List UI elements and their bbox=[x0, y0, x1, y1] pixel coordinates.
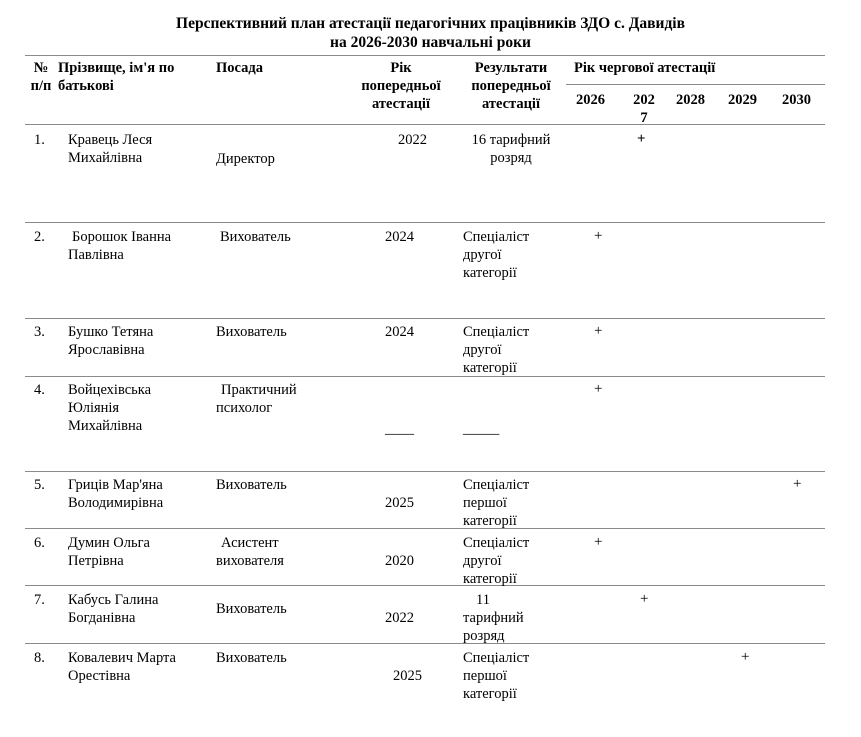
row-num: 7. bbox=[34, 592, 45, 608]
row-rule-6 bbox=[25, 585, 825, 586]
row-rule-1 bbox=[25, 222, 825, 223]
row-prev-year: 2024 bbox=[385, 229, 414, 245]
row-mark-2029: + bbox=[741, 649, 750, 665]
header-year-2026: 2026 bbox=[576, 92, 605, 108]
row-position: Вихователь bbox=[220, 229, 291, 245]
row-name: Кравець Леся Михайлівна bbox=[68, 132, 153, 166]
row-prev-year: 2025 bbox=[393, 668, 422, 684]
row-num: 2. bbox=[34, 229, 45, 245]
row-num: 3. bbox=[34, 324, 45, 340]
row-num: 5. bbox=[34, 477, 45, 493]
row-mark-2026: + bbox=[594, 228, 603, 244]
header-year-2030: 2030 bbox=[782, 92, 811, 108]
header-name: Прізвище, ім'я по батькові bbox=[58, 60, 175, 94]
row-position: Практичний психолог bbox=[216, 382, 297, 416]
row-position: Директор bbox=[216, 151, 275, 167]
row-name: Гриців Мар'яна Володимирівна bbox=[68, 477, 164, 511]
header-year-2027: 202​ 7 bbox=[633, 92, 655, 126]
row-prev-result: Спеціаліст другої категорії bbox=[463, 535, 530, 587]
row-num: 8. bbox=[34, 650, 45, 666]
row-prev-result: _____ bbox=[463, 421, 500, 437]
row-prev-result: Спеціаліст першої категорії bbox=[463, 650, 530, 702]
row-prev-result: Спеціаліст другої категорії bbox=[463, 229, 530, 281]
row-prev-result: Спеціаліст першої категорії bbox=[463, 477, 530, 529]
row-rule-5 bbox=[25, 528, 825, 529]
row-position: Вихователь bbox=[216, 477, 287, 493]
years-subheader-rule bbox=[566, 84, 825, 85]
row-prev-result: 16 тарифний розряд bbox=[471, 132, 551, 166]
row-num: 6. bbox=[34, 535, 45, 551]
row-mark-2027: + bbox=[637, 131, 646, 147]
row-prev-year: 2022 bbox=[398, 132, 427, 148]
row-position: Вихователь bbox=[216, 650, 287, 666]
row-num: 1. bbox=[34, 132, 45, 148]
header-num: № п/п bbox=[30, 60, 52, 94]
row-position: Вихователь bbox=[216, 324, 287, 340]
row-mark-2026: + bbox=[594, 534, 603, 550]
row-prev-result: Спеціаліст другої категорії bbox=[463, 324, 530, 376]
row-mark-2027: + bbox=[640, 591, 649, 607]
row-name: Бушко Тетяна Ярославівна bbox=[68, 324, 154, 358]
row-rule-7 bbox=[25, 643, 825, 644]
row-name: Ковалевич Марта Орестівна bbox=[68, 650, 176, 684]
title-line-2: на 2026-2030 навчальні роки bbox=[330, 34, 531, 51]
row-name: Борошок Іванна Павлівна bbox=[68, 229, 172, 263]
row-prev-year: 2020 bbox=[385, 553, 414, 569]
header-prev-result: Результати попередньої атестації bbox=[471, 60, 551, 112]
row-rule-3 bbox=[25, 376, 825, 377]
row-rule-2 bbox=[25, 318, 825, 319]
row-mark-2026: + bbox=[594, 381, 603, 397]
row-name: Кабусь Галина Богданівна bbox=[68, 592, 159, 626]
header-position: Посада bbox=[216, 60, 263, 76]
header-prev-year: Рік попередньої атестації bbox=[361, 60, 441, 112]
row-mark-2026: + bbox=[594, 323, 603, 339]
row-prev-year: 2024 bbox=[385, 324, 414, 340]
table-top-rule bbox=[25, 55, 825, 56]
document-title bbox=[0, 14, 861, 52]
header-next-year: Рік чергової атестації bbox=[574, 60, 716, 76]
row-mark-2030: + bbox=[793, 476, 802, 492]
row-position: Асистент вихователя bbox=[216, 535, 284, 569]
row-name: Думин Ольга Петрівна bbox=[68, 535, 150, 569]
title-line-1: Перспективний план атестації педагогічних працівників ЗДО с. Давидів bbox=[176, 15, 685, 32]
row-prev-year: 2025 bbox=[385, 495, 414, 511]
header-year-2028: 2028 bbox=[676, 92, 705, 108]
header-bottom-rule bbox=[25, 124, 825, 125]
row-prev-year: 2022 bbox=[385, 610, 414, 626]
header-year-2029: 2029 bbox=[728, 92, 757, 108]
row-name: Войцехівська Юліянія Михайлівна bbox=[68, 382, 152, 434]
row-rule-4 bbox=[25, 471, 825, 472]
row-prev-year: ____ bbox=[385, 421, 414, 437]
row-position: Вихователь bbox=[216, 601, 287, 617]
row-prev-result: 11 тарифний розряд bbox=[463, 592, 524, 644]
row-num: 4. bbox=[34, 382, 45, 398]
